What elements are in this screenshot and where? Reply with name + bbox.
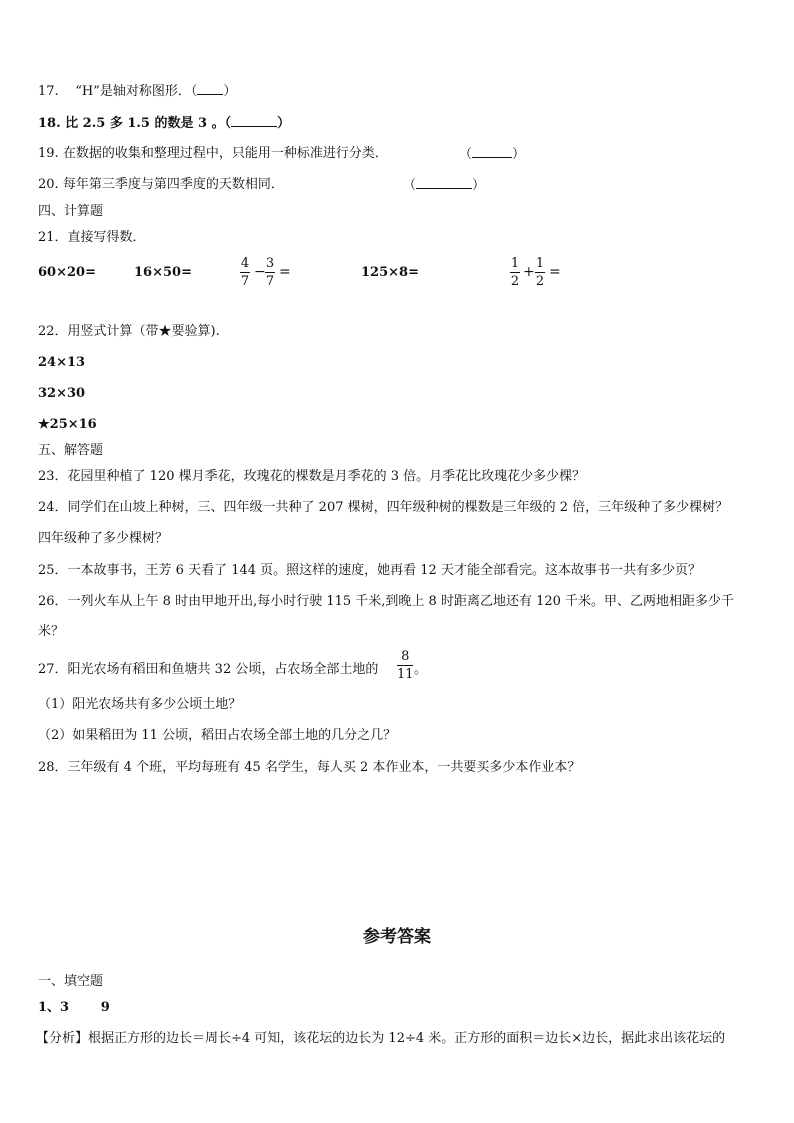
question-24-line-1: 24．同学们在山坡上种树，三、四年级一共种了 207 棵树，四年级种树的棵数是三年级的 2 倍，三年级种了多少棵树？ (38, 500, 729, 515)
q27-text: 27．阳光农场有稻田和鱼塘共 32 公顷，占农场全部土地的 (38, 662, 379, 677)
q21-expr-3: 125×8= (361, 265, 419, 280)
question-21-title: 21．直接写得数． (38, 230, 146, 245)
question-25: 25．一本故事书，王芳 6 天看了 144 页。照这样的速度，她再看 12 天才能全部看完。这本故事书一共有多少页？ (38, 563, 701, 578)
q18-text-a: 比 2.5 多 1.5 的数是 3 (65, 116, 212, 131)
q20-answer-bracket: （ ） (403, 178, 486, 193)
q19-text: 在数据的收集和整理过程中，只能用一种标准进行分类． (62, 146, 388, 161)
question-27 (38, 662, 378, 678)
question-28: 28．三年级有 4 个班，平均每班有 45 名学生，每人买 2 本作业本，一共要买多少本作业本？ (38, 760, 581, 775)
q17-blank (197, 83, 223, 95)
q19-blank (472, 146, 512, 158)
q22-expr-a: 24×13 (38, 355, 86, 370)
section-5-heading: 五、解答题 (38, 443, 104, 458)
q18-close: ） (277, 116, 291, 131)
q17-text: “H”是轴对称图形．（ (75, 84, 198, 99)
q21-plus-sign: + (523, 264, 535, 280)
q21-fraction-c: 1 2 (510, 256, 520, 289)
question-18 (38, 115, 290, 132)
q19-answer-bracket: （ ） (459, 147, 526, 162)
q18-text-b: 。（ (211, 116, 232, 131)
q21-fraction-d: 1 2 (535, 256, 545, 289)
question-26-line-1: 26．一列火车从上午 8 时由甲地开出,每小时行驶 115 千米,到晚上 8 时距离乙地还有 120 千米。甲、乙两地相距多少千 (38, 594, 735, 609)
answer-analysis: 【分析】根据正方形的边长＝周长÷4 可知，该花坛的边长为 12÷4 米。正方形的面积＝边长×边长，据此求出该花坛的 (36, 1031, 726, 1046)
question-23: 23．花园里种植了 120 棵月季花，玫瑰花的棵数是月季花的 3 倍。月季花比玫瑰花少多少棵？ (38, 469, 586, 484)
answer-1-number: 1、3 (38, 1000, 70, 1015)
q21-equals-sign-b: = (549, 264, 561, 280)
q18-number: 18. (38, 116, 61, 131)
section-1-heading: 一、填空题 (38, 974, 104, 989)
question-20 (38, 177, 284, 193)
q21-expr-2: 16×50= (134, 265, 192, 280)
answer-1-value: 9 (100, 1000, 110, 1015)
q21-expr-1: 60×20= (38, 265, 96, 280)
q19-number: 19. (38, 146, 59, 161)
q18-blank (231, 115, 277, 127)
q21-minus-sign: − (254, 264, 266, 280)
question-24-line-2: 四年级种了多少棵树？ (38, 531, 169, 546)
question-27-part-2: （2）如果稻田为 11 公顷，稻田占农场全部土地的几分之几？ (38, 728, 397, 743)
q17-close: ） (223, 84, 237, 99)
q21-equals-sign-a: = (279, 264, 291, 280)
question-17 (38, 83, 236, 100)
q17-number: 17. (38, 84, 59, 99)
question-19 (38, 146, 388, 162)
q20-text: 每年第三季度与第四季度的天数相同． (62, 177, 284, 192)
question-27-part-1: （1）阳光农场共有多少公顷土地？ (38, 697, 242, 712)
answer-1 (38, 1000, 110, 1016)
question-26-line-2: 米？ (38, 624, 65, 639)
section-4-heading: 四、计算题 (38, 204, 104, 219)
q20-number: 20. (38, 177, 59, 192)
q22-expr-b: 32×30 (38, 386, 86, 401)
q21-fraction-b: 3 7 (265, 256, 275, 289)
answers-title: 参考答案 (363, 927, 431, 947)
q27-fraction: 8 11 (397, 649, 414, 682)
q22-expr-c: ★25×16 (38, 417, 97, 432)
q27-period: 。 (414, 662, 428, 677)
q21-fraction-a: 4 7 (240, 256, 250, 289)
question-22-title: 22．用竖式计算（带★要验算). (38, 324, 220, 339)
q20-blank (416, 177, 472, 189)
